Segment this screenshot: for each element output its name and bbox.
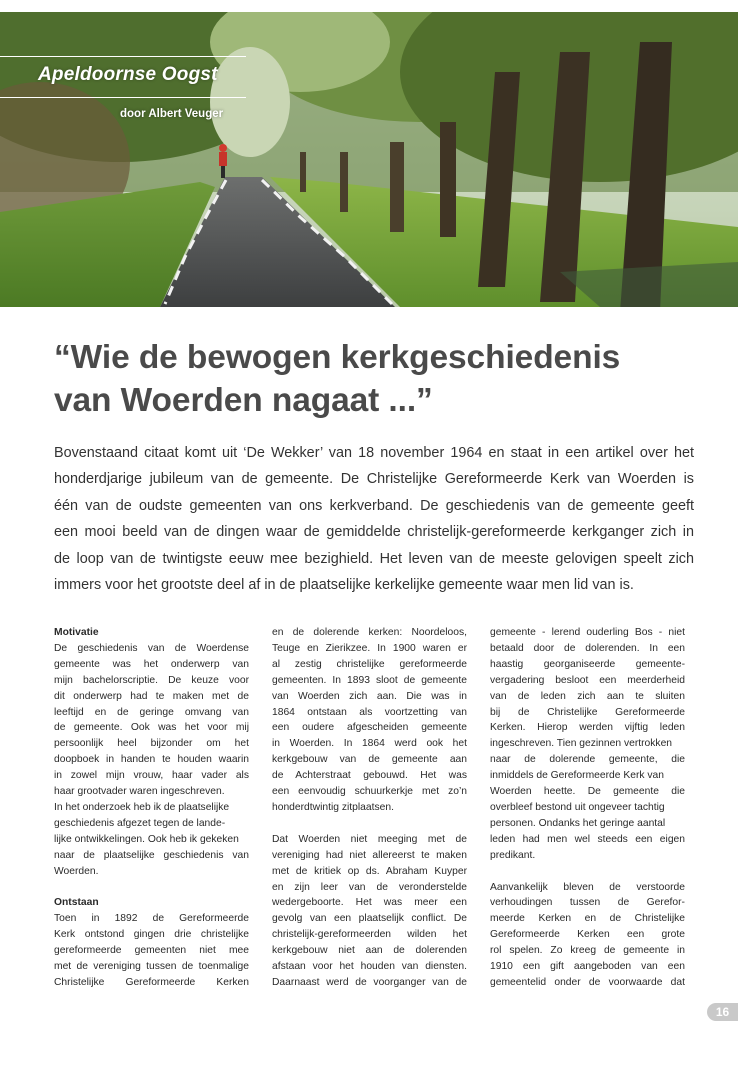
- body-line: gemeente was het onderwerp van: [54, 658, 249, 670]
- body-line: gemeentelid onder de voorwaarde dat: [490, 976, 685, 988]
- body-line: De geschiedenis van de Woerdense: [54, 642, 249, 654]
- body-line: gereformeerde gemeenten niet mee: [54, 945, 249, 957]
- body-column-3: [490, 625, 685, 991]
- body-line: Christelijke Gereformeerde Kerken: [54, 976, 249, 988]
- body-line: mijn bachelorscriptie. De keuze voor: [54, 674, 249, 686]
- body-line: personen. Ondanks het geringe aantal: [490, 817, 666, 829]
- body-line: kerkgebouw niet aan de dolerenden: [272, 945, 467, 957]
- body-line: honderdtwintig zitplaatsen.: [272, 801, 394, 813]
- series-rule-bottom: [0, 97, 246, 98]
- body-line: predikant.: [490, 849, 536, 861]
- section-heading-ontstaan: Ontstaan: [54, 897, 99, 909]
- body-line: de Achterstraat gebouwd. Het was: [272, 770, 467, 782]
- body-line: 1910 een gift aangeboden van een: [490, 961, 685, 973]
- page-number-badge: 16: [707, 1003, 738, 1021]
- body-line: ingeschreven. Tien gezinnen vertrokken: [490, 738, 673, 750]
- body-line: leeftijd en de geringe omvang van: [54, 706, 249, 718]
- body-line: en zijn leer van de veronderstelde: [272, 881, 467, 893]
- paragraph-gap: [490, 864, 685, 880]
- byline: door Albert Veuger: [120, 108, 224, 120]
- intro-line: de loop van de twintigste eeuw mee bezighield. Het leven van de meeste gelovigen speelt zich: [54, 550, 694, 567]
- body-line: een oudere afgescheiden gemeente: [272, 722, 467, 734]
- body-line: al zestig christelijke gereformeerde: [272, 658, 467, 670]
- body-line: wedergeboorte. Het was meer een: [272, 897, 467, 909]
- intro-line: één van de oudste gemeenten van ons kerkverband. De geschiedenis van de gemeente geeft: [54, 497, 694, 514]
- body-line: naar de dolerende gemeente, die: [490, 754, 685, 766]
- body-line: verhoudingen tussen de Gerefor-: [490, 897, 685, 909]
- headline-line: “Wie de bewogen kerkgeschiedenis: [54, 339, 621, 376]
- body-line: Teuge en Zierikzee. In 1900 waren er: [272, 642, 467, 654]
- body-line: Daarnaast werd de voorganger van de: [272, 976, 467, 988]
- body-line: naar de plaatselijke geschiedenis van: [54, 849, 249, 861]
- body-line: haar grootvader waren ingeschreven.: [54, 786, 225, 798]
- paragraph-gap: [272, 816, 467, 832]
- series-title: Apeldoornse Oogst: [38, 64, 218, 85]
- body-line: Kerken. Hierop werden vijftig leden: [490, 722, 685, 734]
- body-line: de gemeente. Ook was het voor mij: [54, 722, 249, 734]
- body-line: met de vereniging tussen de toenmalige: [54, 961, 249, 973]
- body-line: vereniging had niet allereerst te maken: [272, 849, 467, 861]
- body-line: Gereformeerde Kerken een grote: [490, 929, 685, 941]
- body-line: lijke ontwikkelingen. Ook heb ik gekeken: [54, 833, 239, 845]
- intro-line: immers voor het grootste deel af in de plaatselijke kerkelijke gemeente waar men lid van is.: [54, 577, 634, 594]
- body-line: gemeente - lerend ouderling Bos - niet: [490, 627, 685, 638]
- body-line: met de kritiek op ds. Abraham Kuyper: [272, 865, 467, 877]
- paragraph-gap: [54, 880, 249, 896]
- section-heading-motivatie: Motivatie: [54, 627, 99, 638]
- body-line: bij de Christelijke Gereformeerde: [490, 706, 685, 718]
- body-line: christelijk-gereformeerden wilden het: [272, 929, 467, 941]
- body-line: inmiddels de Gereformeerde Kerk van: [490, 770, 664, 782]
- body-line: In het onderzoek heb ik de plaatselijke: [54, 801, 230, 813]
- article-headline: [54, 336, 714, 422]
- body-line: Dat Woerden niet meeging met de: [272, 833, 467, 845]
- body-line: Kerk ontstond gingen drie christelijke: [54, 929, 249, 941]
- body-line: betaald door de dolerenden. In een: [490, 642, 685, 654]
- intro-line: honderdjarige jubileum van de gemeente. De Christelijke Gereformeerde Kerk van Woerden is: [54, 471, 694, 488]
- body-line: leden had men wel steeds een eigen: [490, 833, 685, 845]
- body-line: Aanvankelijk bleven de verstoorde: [490, 881, 685, 893]
- body-line: gemeenten. In 1893 sloot de gemeente: [272, 674, 467, 686]
- series-rule-top: [0, 56, 246, 57]
- body-line: gevolg van een plaatselijk conflict. De: [272, 913, 467, 925]
- body-line: kerkgebouw van de gemeente aan: [272, 754, 467, 766]
- body-line: afstaan voor het houden van diensten.: [272, 961, 467, 973]
- body-line: persoonlijk heel bijzonder om het: [54, 738, 249, 750]
- body-line: dit onderwerp had te maken met de: [54, 690, 249, 702]
- body-line: overbleef bestond uit ongeveer tachtig: [490, 801, 665, 813]
- intro-line: een mooi beeld van de dingen waar de gemiddelde christelijk-gereformeerde kerkganger zich in: [54, 524, 694, 541]
- body-line: in zowel mijn vrouw, haar vader als: [54, 770, 249, 782]
- intro-line: Bovenstaand citaat komt uit ‘De Wekker’ van 18 november 1964 en staat in een artikel over het: [54, 445, 694, 461]
- body-line: doopboek in handen te houden waarin: [54, 754, 249, 766]
- article-intro: [54, 440, 694, 598]
- body-line: haastig georganiseerde gemeente-: [490, 658, 685, 670]
- body-column-1: [54, 625, 249, 991]
- headline-line: van Woerden nagaat ...”: [54, 382, 433, 419]
- body-line: in Woerden. In 1864 werd ook het: [272, 738, 467, 750]
- body-line: een eenvoudig schuurkerkje met zo’n: [272, 786, 467, 798]
- body-line: 1864 ontstaan als voortzetting van: [272, 706, 467, 718]
- body-line: en de dolerende kerken: Noordeloos,: [272, 627, 467, 638]
- body-line: van Woerden zich aan. Die was in: [272, 690, 467, 702]
- body-line: meerde Kerken en de Christelijke: [490, 913, 685, 925]
- body-line: rol spelen. Zo kreeg de gemeente in: [490, 945, 685, 957]
- body-line: geschiedenis afgezet tegen de lande-: [54, 817, 226, 829]
- body-line: Toen in 1892 de Gereformeerde: [54, 913, 249, 925]
- body-line: van de leden zich aan te sluiten: [490, 690, 685, 702]
- body-line: Woerden heette. De gemeente die: [490, 786, 685, 798]
- body-column-2: [272, 625, 467, 991]
- body-line: vergadering besloot een meerderheid: [490, 674, 685, 686]
- body-line: Woerden.: [54, 865, 99, 877]
